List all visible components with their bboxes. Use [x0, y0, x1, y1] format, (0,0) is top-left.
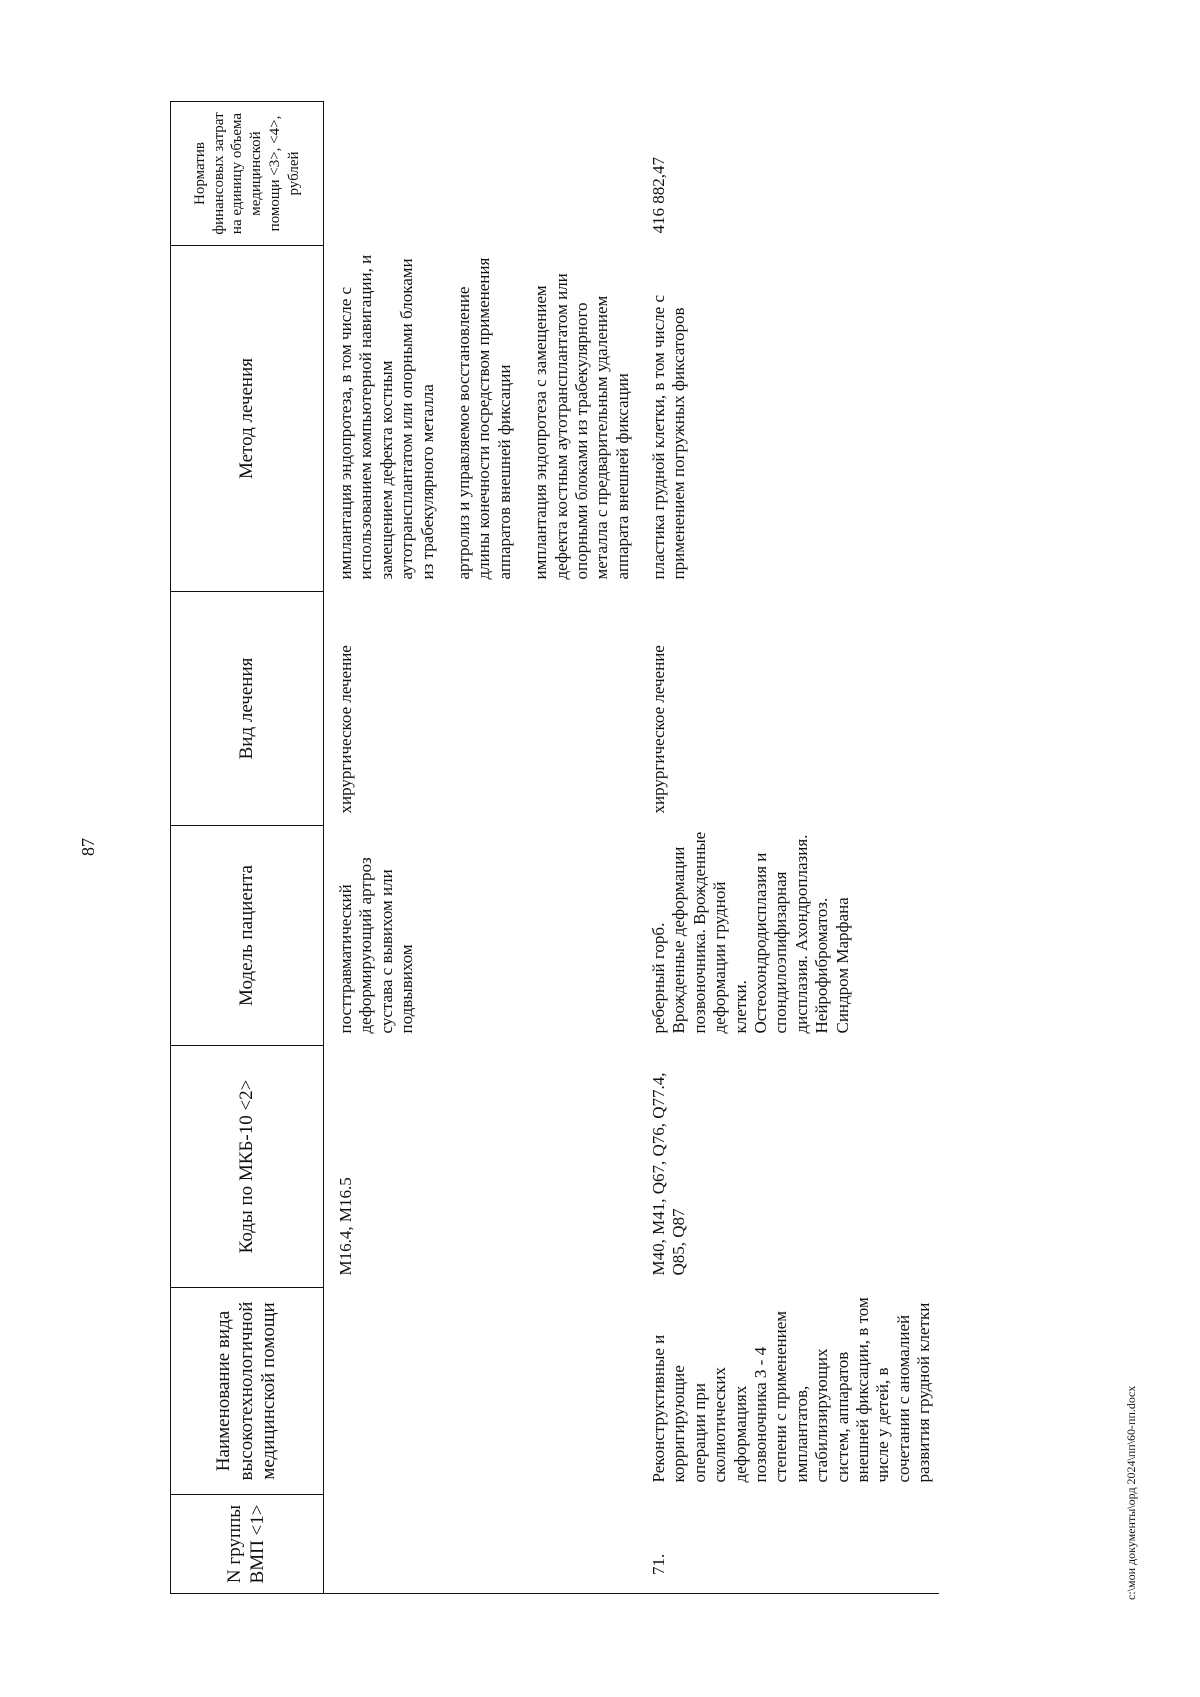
table-row	[637, 102, 938, 1594]
table-row	[324, 102, 638, 1594]
footer-file-path: c:\мои документы\орд 2024\пп\60-пп.docx	[1124, 1385, 1138, 1600]
cell-treatment-methods	[637, 246, 938, 592]
cell-cost-standard: 416 882,47	[649, 157, 669, 234]
cell-cost-standard	[324, 102, 638, 246]
header-vmp-name: Наименование вида высокотехнологичной медицинской помощи	[171, 1288, 324, 1495]
cell-vmp-name: Реконструктивные и корригирующие операции при сколиотических деформациях позвоночника 3 - 4 степени с применением имплантатов, стабилизирующих систем, аппаратов внешней фиксации, в том числе у детей, в сочетании с аномалией развития грудной клетки	[649, 1297, 934, 1483]
cell-group-number	[324, 1495, 638, 1594]
treatment-method-item: имплантация эндопротеза, в том числе с использованием компьютерной навигации, и замещением дефекта костным аутотрансплантатом или опорными блоками из трабекулярного металла	[336, 254, 437, 580]
cell-patient-model: реберный горб. Врожденные деформации позвоночника. Врожденные деформации грудной клетки. Остеохондродисплазия и спондилоэпифизарная дисплазия. Ахондроплазия. Нейрофиброматоз. Синдром Марфана	[649, 831, 852, 1034]
header-mkb-codes: Коды по МКБ-10 <2>	[171, 1046, 324, 1288]
page-number: 87	[78, 838, 98, 856]
vmp-table	[170, 101, 939, 1594]
cell-treatment-methods	[324, 246, 638, 592]
header-treatment-type: Вид лечения	[171, 592, 324, 826]
cell-patient-model: посттравматический деформирующий артроз сустава с вывихом или подвывихом	[336, 857, 417, 1034]
header-group-number: N группы ВМП <1>	[171, 1495, 324, 1594]
treatment-method-item: пластика грудной клетки, в том числе с применением погружных фиксаторов	[649, 294, 689, 580]
header-cost-standard: Норматив финансовых затрат на единицу объема медицинской помощи <3>, <4>, рублей	[171, 102, 324, 246]
treatment-method-item: имплантация эндопротеза с замещением дефекта костным аутотрансплантатом или опорными блоками из трабекулярного металла с предварительным удалением аппарата внешней фиксации	[531, 273, 632, 580]
cell-group-number: 71.	[637, 1495, 938, 1594]
cell-mkb-codes: M40, M41, Q67, Q76, Q77.4, Q85, Q87	[649, 1072, 689, 1276]
cell-treatment-type: хирургическое лечение	[649, 645, 669, 814]
table-header-row	[171, 102, 324, 1594]
cell-treatment-type: хирургическое лечение	[336, 645, 355, 814]
header-treatment-method: Метод лечения	[171, 246, 324, 592]
treatment-method-item: артролиз и управляемое восстановление длины конечности посредством применения аппаратов внешней фиксации	[453, 257, 514, 580]
cell-vmp-name	[324, 1288, 638, 1495]
cell-mkb-codes: M16.4, M16.5	[336, 1177, 355, 1276]
header-patient-model: Модель пациента	[171, 826, 324, 1046]
